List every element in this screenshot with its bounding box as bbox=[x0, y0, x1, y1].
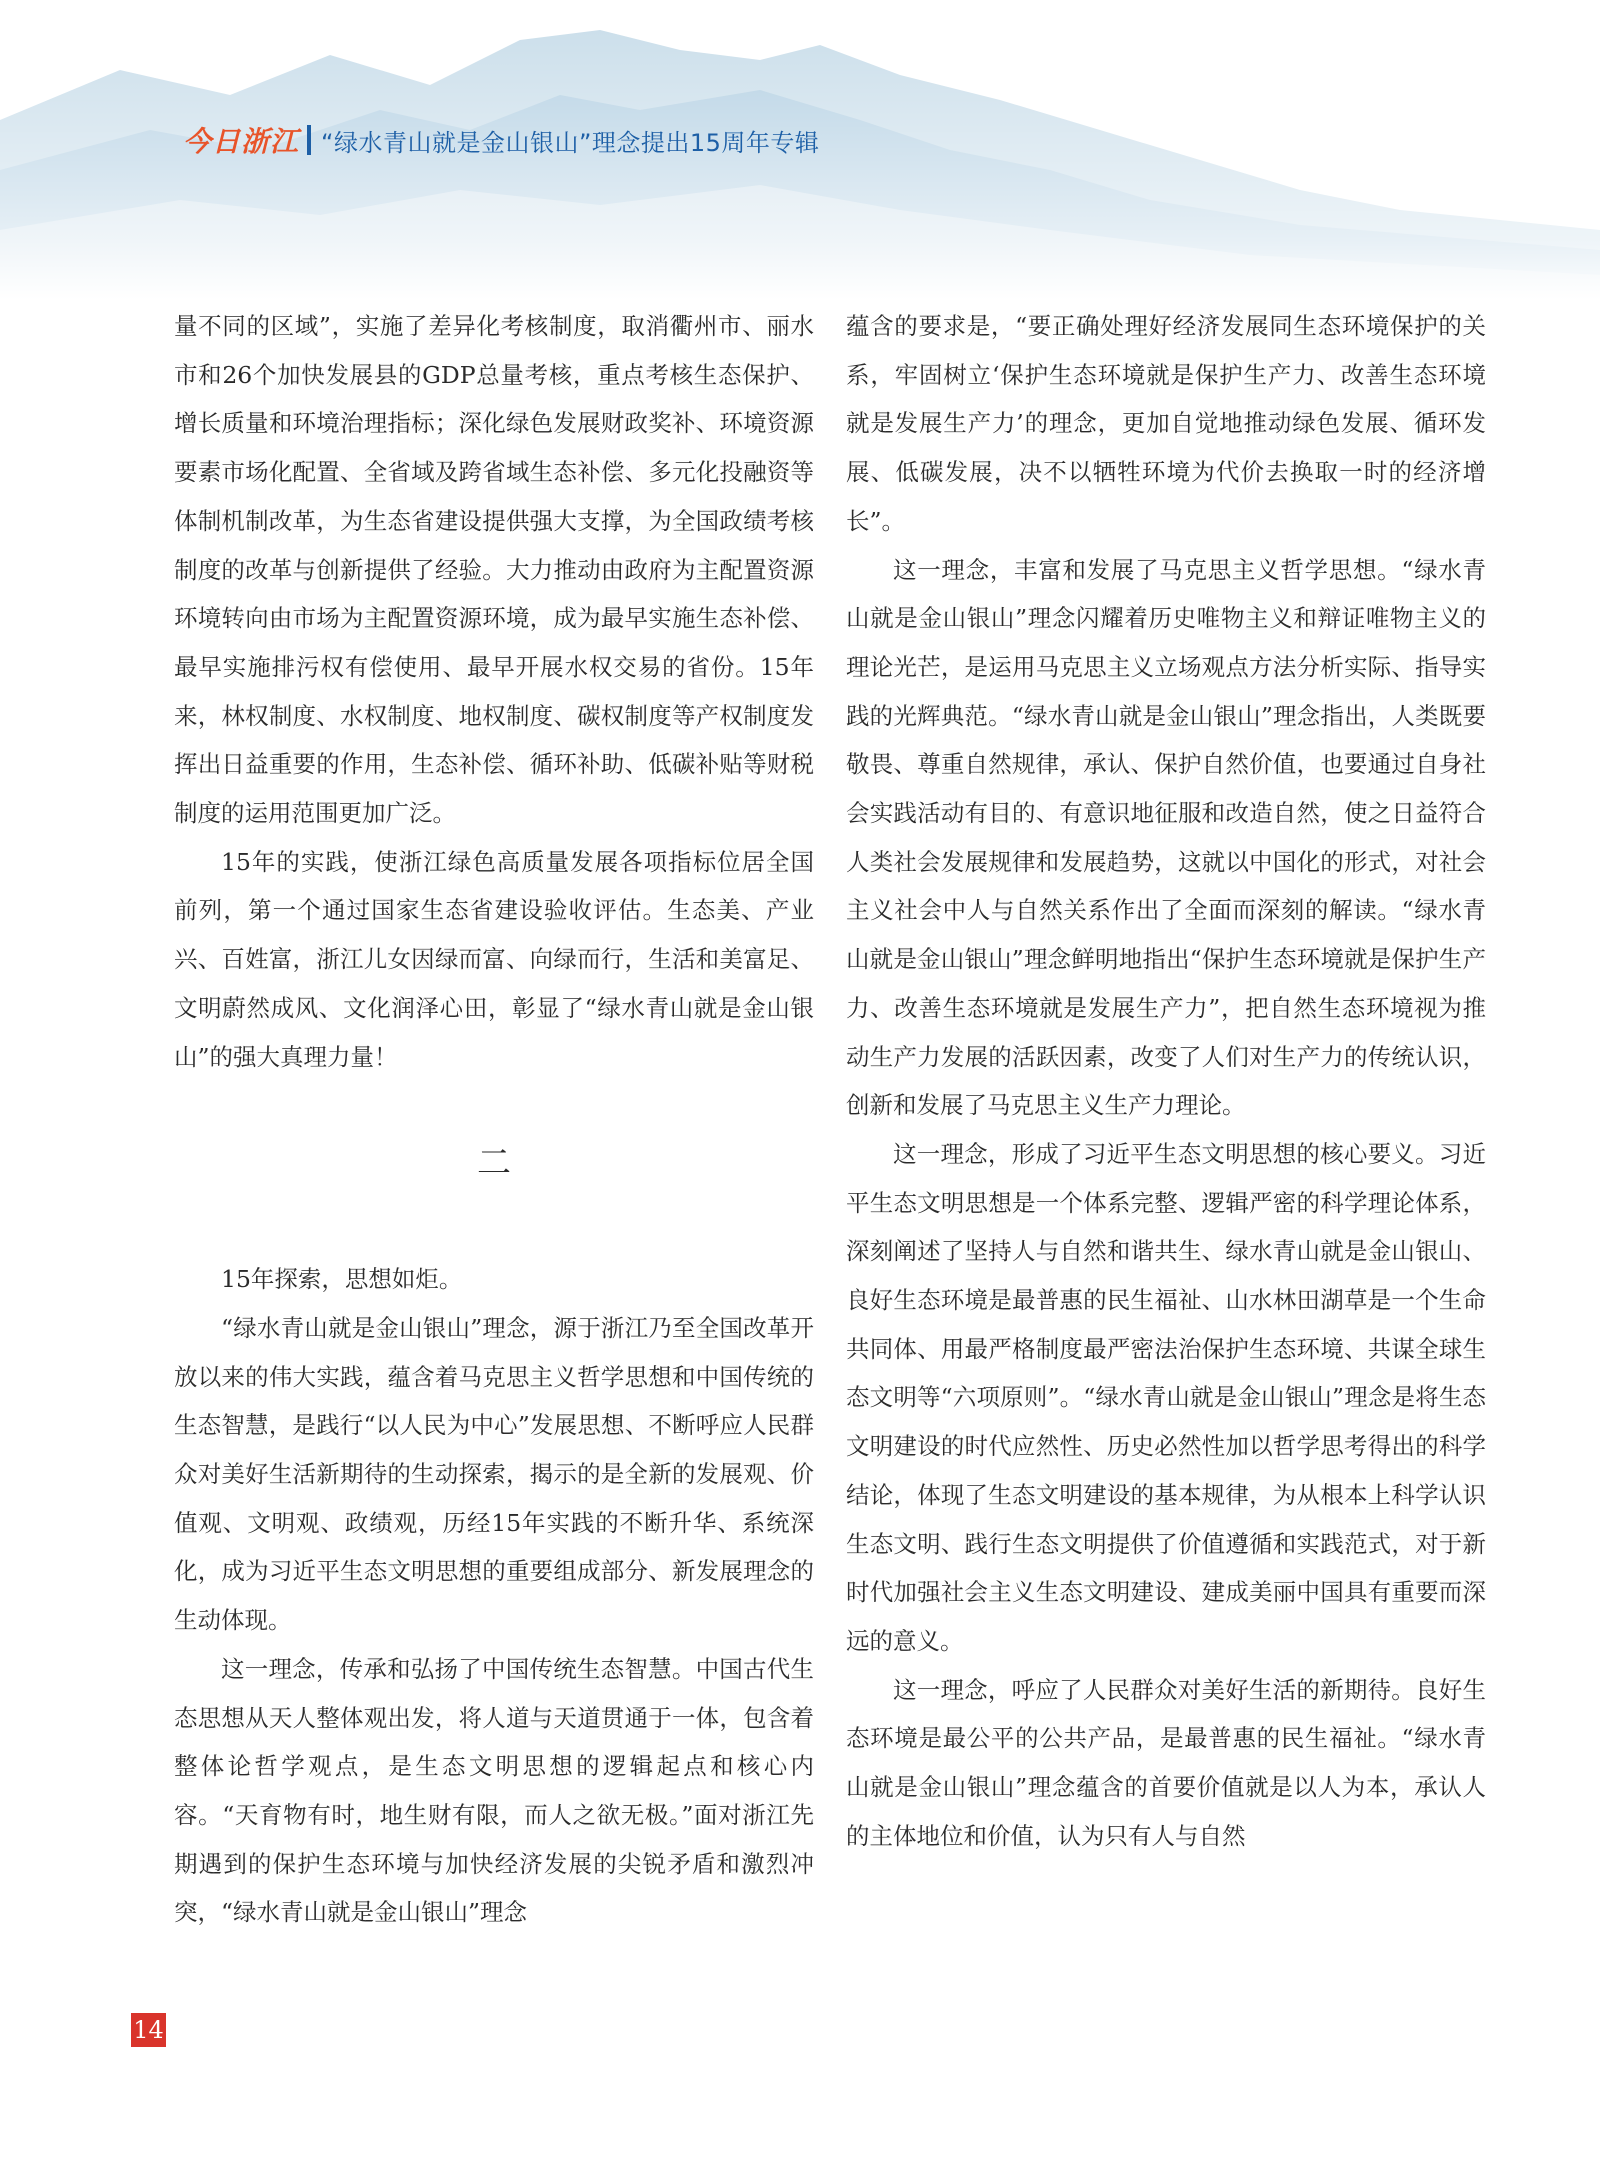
section-number: 二 bbox=[477, 1143, 511, 1184]
page-number: 14 bbox=[131, 2013, 166, 2047]
right-column bbox=[846, 302, 1486, 1861]
magazine-header bbox=[183, 120, 819, 160]
series-title: “绿水青山就是金山银山”理念提出15周年专辑 bbox=[321, 128, 820, 157]
paragraph: 这一理念，传承和弘扬了中国传统生态智慧。中国古代生态思想从天人整体观出发，将人道与天道贯通于一体，包含着整体论哲学观点，是生态文明思想的逻辑起点和核心内容。“天育物有时，地生财有限，而人之欲无极。”面对浙江先期遇到的保护生态环境与加快经济发展的尖锐矛盾和激烈冲突，“绿水青山就是金山银山”理念 bbox=[174, 1654, 814, 1927]
paragraph: 量不同的区域”，实施了差异化考核制度，取消衢州市、丽水市和26个加快发展县的GDP总量考核，重点考核生态保护、增长质量和环境治理指标；深化绿色发展财政奖补、环境资源要素市场化配置、全省域及跨省域生态补偿、多元化投融资等体制机制改革，为生态省建设提供强大支撑，为全国政绩考核制度的改革与创新提供了经验。大力推动由政府为主配置资源环境转向由市场为主配置资源环境，成为最早实施生态补偿、最早实施排污权有偿使用、最早开展水权交易的省份。15年来，林权制度、水权制度、地权制度、碳权制度等产权制度发挥出日益重要的作用，生态补偿、循环补助、低碳补贴等财税制度的运用范围更加广泛。 bbox=[174, 312, 814, 828]
paragraph: 蕴含的要求是，“要正确处理好经济发展同生态环境保护的关系，牢固树立‘保护生态环境就是保护生产力、改善生态环境就是发展生产力’的理念，更加自觉地推动绿色发展、循环发展、低碳发展，决不以牺牲环境为代价去换取一时的经济增长”。 bbox=[846, 312, 1486, 535]
paragraph: 这一理念，形成了习近平生态文明思想的核心要义。习近平生态文明思想是一个体系完整、逻辑严密的科学理论体系，深刻阐述了坚持人与自然和谐共生、绿水青山就是金山银山、良好生态环境是最普惠的民生福祉、山水林田湖草是一个生命共同体、用最严格制度最严密法治保护生态环境、共谋全球生态文明等“六项原则”。“绿水青山就是金山银山”理念是将生态文明建设的时代应然性、历史必然性加以哲学思考得出的科学结论，体现了生态文明建设的基本规律，为从根本上科学认识生态文明、践行生态文明提供了价值遵循和实践范式，对于新时代加强社会主义生态文明建设、建成美丽中国具有重要而深远的意义。 bbox=[846, 1139, 1486, 1655]
paragraph: 这一理念，呼应了人民群众对美好生活的新期待。良好生态环境是最公平的公共产品，是最普惠的民生福祉。“绿水青山就是金山银山”理念蕴含的首要价值就是以人为本，承认人的主体地位和价值，认为只有人与自然 bbox=[846, 1675, 1486, 1850]
magazine-logo: 今日浙江 bbox=[183, 125, 300, 158]
header-divider bbox=[307, 125, 311, 155]
paragraph: “绿水青山就是金山银山”理念，源于浙江乃至全国改革开放以来的伟大实践，蕴含着马克思主义哲学思想和中国传统的生态智慧，是践行“以人民为中心”发展思想、不断呼应人民群众对美好生活新期待的生动探索，揭示的是全新的发展观、价值观、文明观、政绩观，历经15年实践的不断升华、系统深化，成为习近平生态文明思想的重要组成部分、新发展理念的生动体现。 bbox=[174, 1313, 814, 1635]
paragraph: 15年的实践，使浙江绿色高质量发展各项指标位居全国前列，第一个通过国家生态省建设验收评估。生态美、产业兴、百姓富，浙江儿女因绿而富、向绿而行，生活和美富足、文明蔚然成风、文化润泽心田，彰显了“绿水青山就是金山银山”的强大真理力量！ bbox=[174, 847, 814, 1071]
paragraph: 15年探索，思想如炬。 bbox=[221, 1265, 463, 1294]
left-column bbox=[174, 302, 814, 1937]
paragraph: 这一理念，丰富和发展了马克思主义哲学思想。“绿水青山就是金山银山”理念闪耀着历史唯物主义和辩证唯物主义的理论光芒，是运用马克思主义立场观点方法分析实际、指导实践的光辉典范。“绿水青山就是金山银山”理念指出，人类既要敬畏、尊重自然规律，承认、保护自然价值，也要通过自身社会实践活动有目的、有意识地征服和改造自然，使之日益符合人类社会发展规律和发展趋势，这就以中国化的形式，对社会主义社会中人与自然关系作出了全面而深刻的解读。“绿水青山就是金山银山”理念鲜明地指出“保护生态环境就是保护生产力、改善生态环境就是发展生产力”，把自然生态环境视为推动生产力发展的活跃因素，改变了人们对生产力的传统认识，创新和发展了马克思主义生产力理论。 bbox=[846, 555, 1486, 1120]
